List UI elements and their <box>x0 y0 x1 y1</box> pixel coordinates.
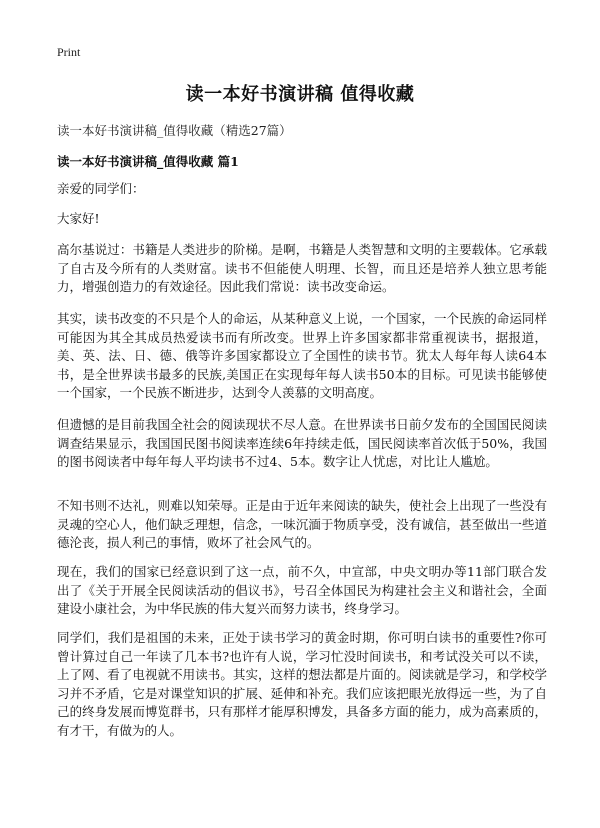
section-heading: 读一本好书演讲稿_值得收藏 篇1 <box>57 154 239 169</box>
paragraph-3: 但遗憾的是目前我国全社会的阅读现状不尽人意。在世界读书日前夕发布的全国国民阅读调查结果显示，我国国民图书阅读率连续6年持续走低，国民阅读率首次低于50%，我国的图书阅读者中每年每人平均读书不过4、5本。数字让人忧虑，对比让人尴尬。 <box>57 417 547 469</box>
paragraph-6: 同学们，我们是祖国的未来，正处于读书学习的黄金时期，你可明白读书的重要性?你可曾计算过自己一年读了几本书?也许有人说，学习忙没时间读书，和考试没关可以不读，上了网、看了电视就不用读书。其实，这样的想法都是片面的。阅读就是学习，和学校学习并不矛盾，它是对课堂知识的扩展、延伸和补充。我们应该把眼光放得远一些，为了自己的终身发展而博览群书，只有那样才能厚积博发，具备多方面的能力，成为高素质的，有才干，有做为的人。 <box>57 630 547 738</box>
paragraph-4: 不知书则不达礼，则难以知荣辱。正是由于近年来阅读的缺失，使社会上出现了一些没有灵魂的空心人，他们缺乏理想，信念，一味沉湎于物质享受，没有诚信，甚至做出一些道德沦丧，损人利己的事情，败坏了社会风气的。 <box>57 498 547 550</box>
print-label: Print <box>57 45 81 59</box>
document-subtitle: 读一本好书演讲稿_值得收藏（精选27篇） <box>57 123 292 138</box>
paragraph-1: 高尔基说过：书籍是人类进步的阶梯。是啊，书籍是人类智慧和文明的主要载体。它承载了自古及今所有的人类财富。读书不但能使人明理、长智，而且还是培养人独立思考能力，增强创造力的有效途径。因此我们常说：读书改变命运。 <box>57 242 547 294</box>
greeting: 大家好! <box>57 211 100 226</box>
paragraph-5: 现在，我们的国家已经意识到了这一点，前不久，中宣部，中央文明办等11部门联合发出了《关于开展全民阅读活动的倡议书》，号召全体国民为构建社会主义和谐社会，全面建设小康社会，为中华民族的伟大复兴而努力读书，终身学习。 <box>57 564 547 616</box>
paragraph-2: 其实，读书改变的不只是个人的命运，从某种意义上说，一个国家，一个民族的命运同样可能因为其全其成员热爱读书而有所改变。世界上许多国家都非常重视读书，据报道，美、英、法、日、德、俄等许多国家都设立了全国性的读书节。犹太人每年每人读64本书，是全世界读书最多的民族,美国正在实现每年每人读书50本的目标。可见读书能够使一个国家，一个民族不断进步，达到令人羡慕的文明高度。 <box>57 311 547 400</box>
page-title: 读一本好书演讲稿 值得收藏 <box>185 84 415 105</box>
salutation: 亲爱的同学们： <box>57 181 145 196</box>
